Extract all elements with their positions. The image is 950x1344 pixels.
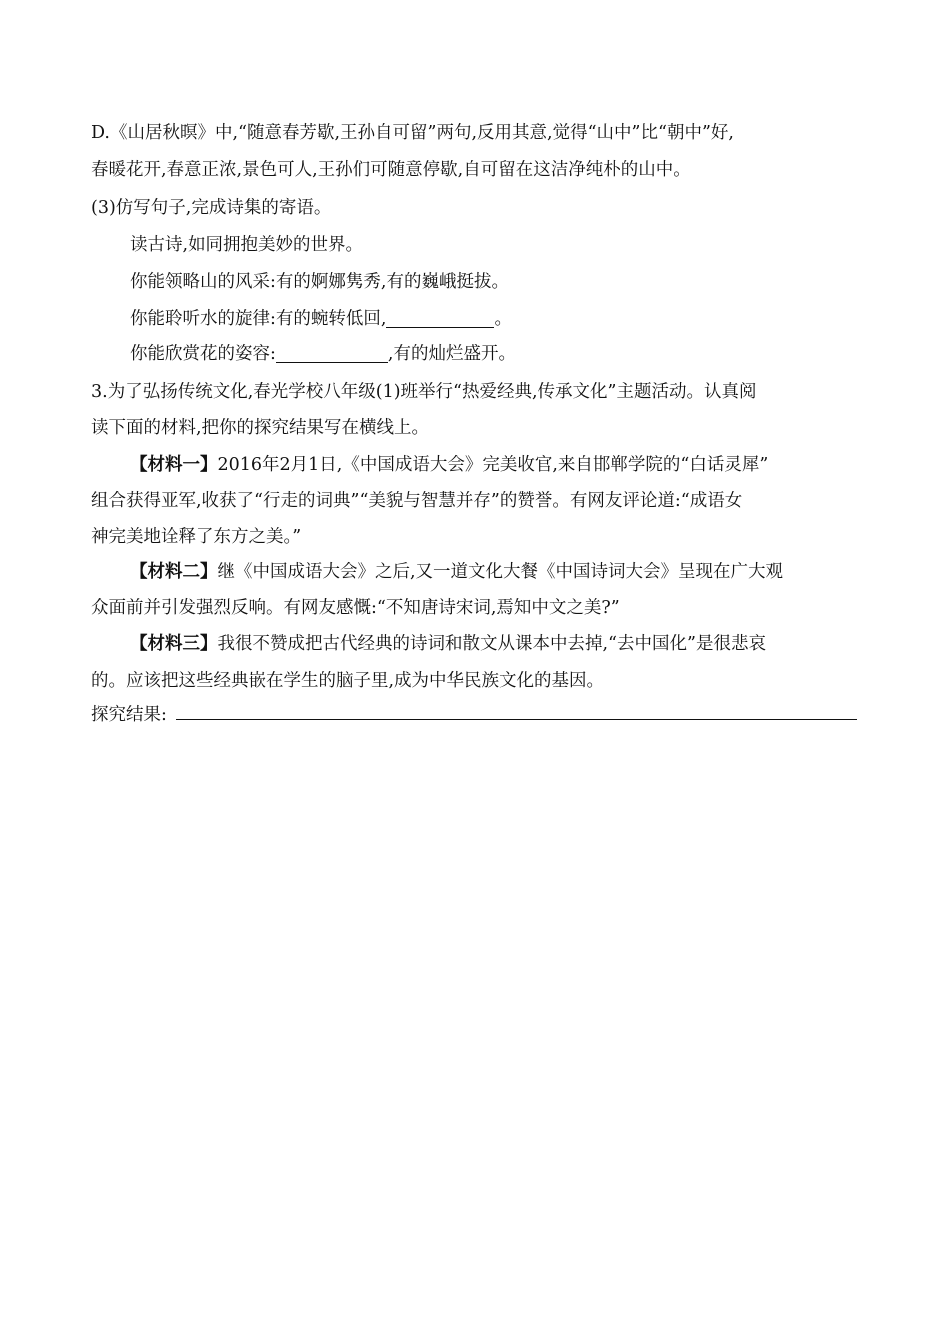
q3-prompt-line-2: 读下面的材料,把你的探究结果写在横线上。 bbox=[91, 418, 430, 438]
material2-tag: 【材料二】 bbox=[130, 562, 218, 582]
answer-line[interactable] bbox=[176, 719, 857, 720]
poem-flower-end: ,有的灿烂盛开。 bbox=[387, 344, 516, 364]
material2-line-2: 众面前并引发强烈反响。有网友感慨:“不知唐诗宋词,焉知中文之美?” bbox=[91, 598, 620, 618]
material1-line-1 bbox=[130, 451, 768, 476]
material2-line-1 bbox=[130, 558, 783, 583]
answer-label: 探究结果: bbox=[91, 705, 167, 725]
poem-water-end: 。 bbox=[494, 309, 512, 329]
part3-prompt: (3)仿写句子,完成诗集的寄语。 bbox=[91, 198, 332, 218]
material3-line-1 bbox=[130, 630, 766, 655]
material1-text-1: 2016年2月1日,《中国成语大会》完美收官,来自邯郸学院的“白话灵犀” bbox=[217, 455, 769, 475]
q3-prompt-line-1: 3.为了弘扬传统文化,春光学校八年级(1)班举行“热爱经典,传承文化”主题活动。认真阅 bbox=[91, 382, 757, 402]
poem-flower-text: 你能欣赏花的姿容: bbox=[130, 344, 276, 364]
poem-water-line bbox=[130, 305, 512, 330]
material1-line-3: 神完美地诠释了东方之美。” bbox=[91, 527, 302, 547]
material3-line-2: 的。应该把这些经典嵌在学生的脑子里,成为中华民族文化的基因。 bbox=[91, 671, 605, 691]
poem-mountain-line: 你能领略山的风采:有的婀娜隽秀,有的巍峨挺拔。 bbox=[130, 272, 509, 292]
option-d-line-1: D.《山居秋暝》中,“随意春芳歇,王孙自可留”两句,反用其意,觉得“山中”比“朝中”好, bbox=[91, 123, 734, 143]
poem-intro-line: 读古诗,如同拥抱美妙的世界。 bbox=[130, 235, 364, 255]
poem-flower-line bbox=[130, 340, 516, 365]
material1-tag: 【材料一】 bbox=[130, 455, 218, 475]
flower-answer-blank[interactable] bbox=[276, 344, 388, 363]
material3-tag: 【材料三】 bbox=[130, 634, 218, 654]
material1-line-2: 组合获得亚军,收获了“行走的词典”“美貌与智慧并存”的赞誉。有网友评论道:“成语女 bbox=[91, 491, 743, 511]
material3-text-1: 我很不赞成把古代经典的诗词和散文从课本中去掉,“去中国化”是很悲哀 bbox=[217, 634, 766, 654]
option-d-line-2: 春暖花开,春意正浓,景色可人,王孙们可随意停歇,自可留在这洁净纯朴的山中。 bbox=[91, 160, 691, 180]
material2-text-1: 继《中国成语大会》之后,又一道文化大餐《中国诗词大会》呈现在广大观 bbox=[217, 562, 784, 582]
water-answer-blank[interactable] bbox=[386, 309, 494, 328]
poem-water-text: 你能聆听水的旋律:有的蜿转低回, bbox=[130, 309, 387, 329]
